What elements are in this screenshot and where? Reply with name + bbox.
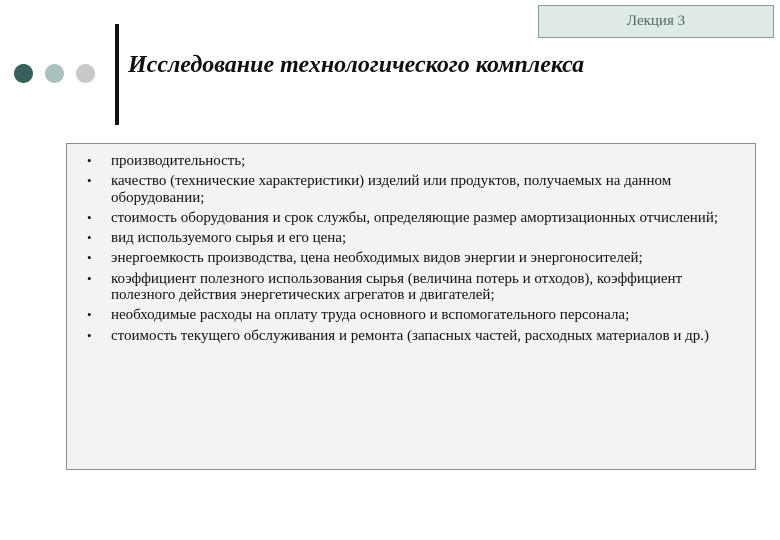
content-box [66,143,756,470]
dot-teal-icon [45,64,64,83]
list-item-text: коэффициент полезного использования сырья (величина потерь и отходов), коэффициент полезного действия энергетических агрегатов и двигателей; [111,270,683,304]
lecture-label: Лекция 3 [626,13,686,29]
list-item [87,230,742,246]
list-item [87,307,742,323]
dot-grey-icon [76,64,95,83]
list-item-text: вид используемого сырья и его цена; [111,230,347,247]
lecture-badge [538,5,774,38]
bullet-icon: • [87,307,92,323]
bullet-icon: • [87,327,92,343]
list-item-text: стоимость текущего обслуживания и ремонта (запасных частей, расходных материалов и др.) [111,327,709,344]
bullet-icon: • [87,250,92,266]
list-item [87,250,742,266]
bullet-icon: • [87,173,92,189]
bullet-icon: • [87,153,92,168]
list-item-text: качество (технические характеристики) изделий или продуктов, получаемых на данном оборудовании; [111,173,672,206]
bullet-icon: • [87,230,92,246]
page-title: Исследование технологического комплекса [128,52,585,78]
list-item-text: энергоемкость производства, цена необходимых видов энергии и энергоносителей; [111,250,643,267]
list-item [87,328,742,344]
bullet-icon: • [87,270,92,286]
list-item [87,210,742,226]
list-item [87,153,742,169]
bullet-list [87,153,742,348]
decorative-dots [14,64,100,86]
list-item [87,173,742,206]
list-item-text: необходимые расходы на оплату труда основного и вспомогательного персонала; [111,307,630,324]
list-item [87,271,742,304]
list-item-text: стоимость оборудования и срок службы, определяющие размер амортизационных отчислений; [111,209,719,226]
dot-dark-icon [14,64,33,83]
list-item-text: производительность; [111,153,246,169]
bullet-icon: • [87,209,92,225]
title-divider [115,24,119,125]
